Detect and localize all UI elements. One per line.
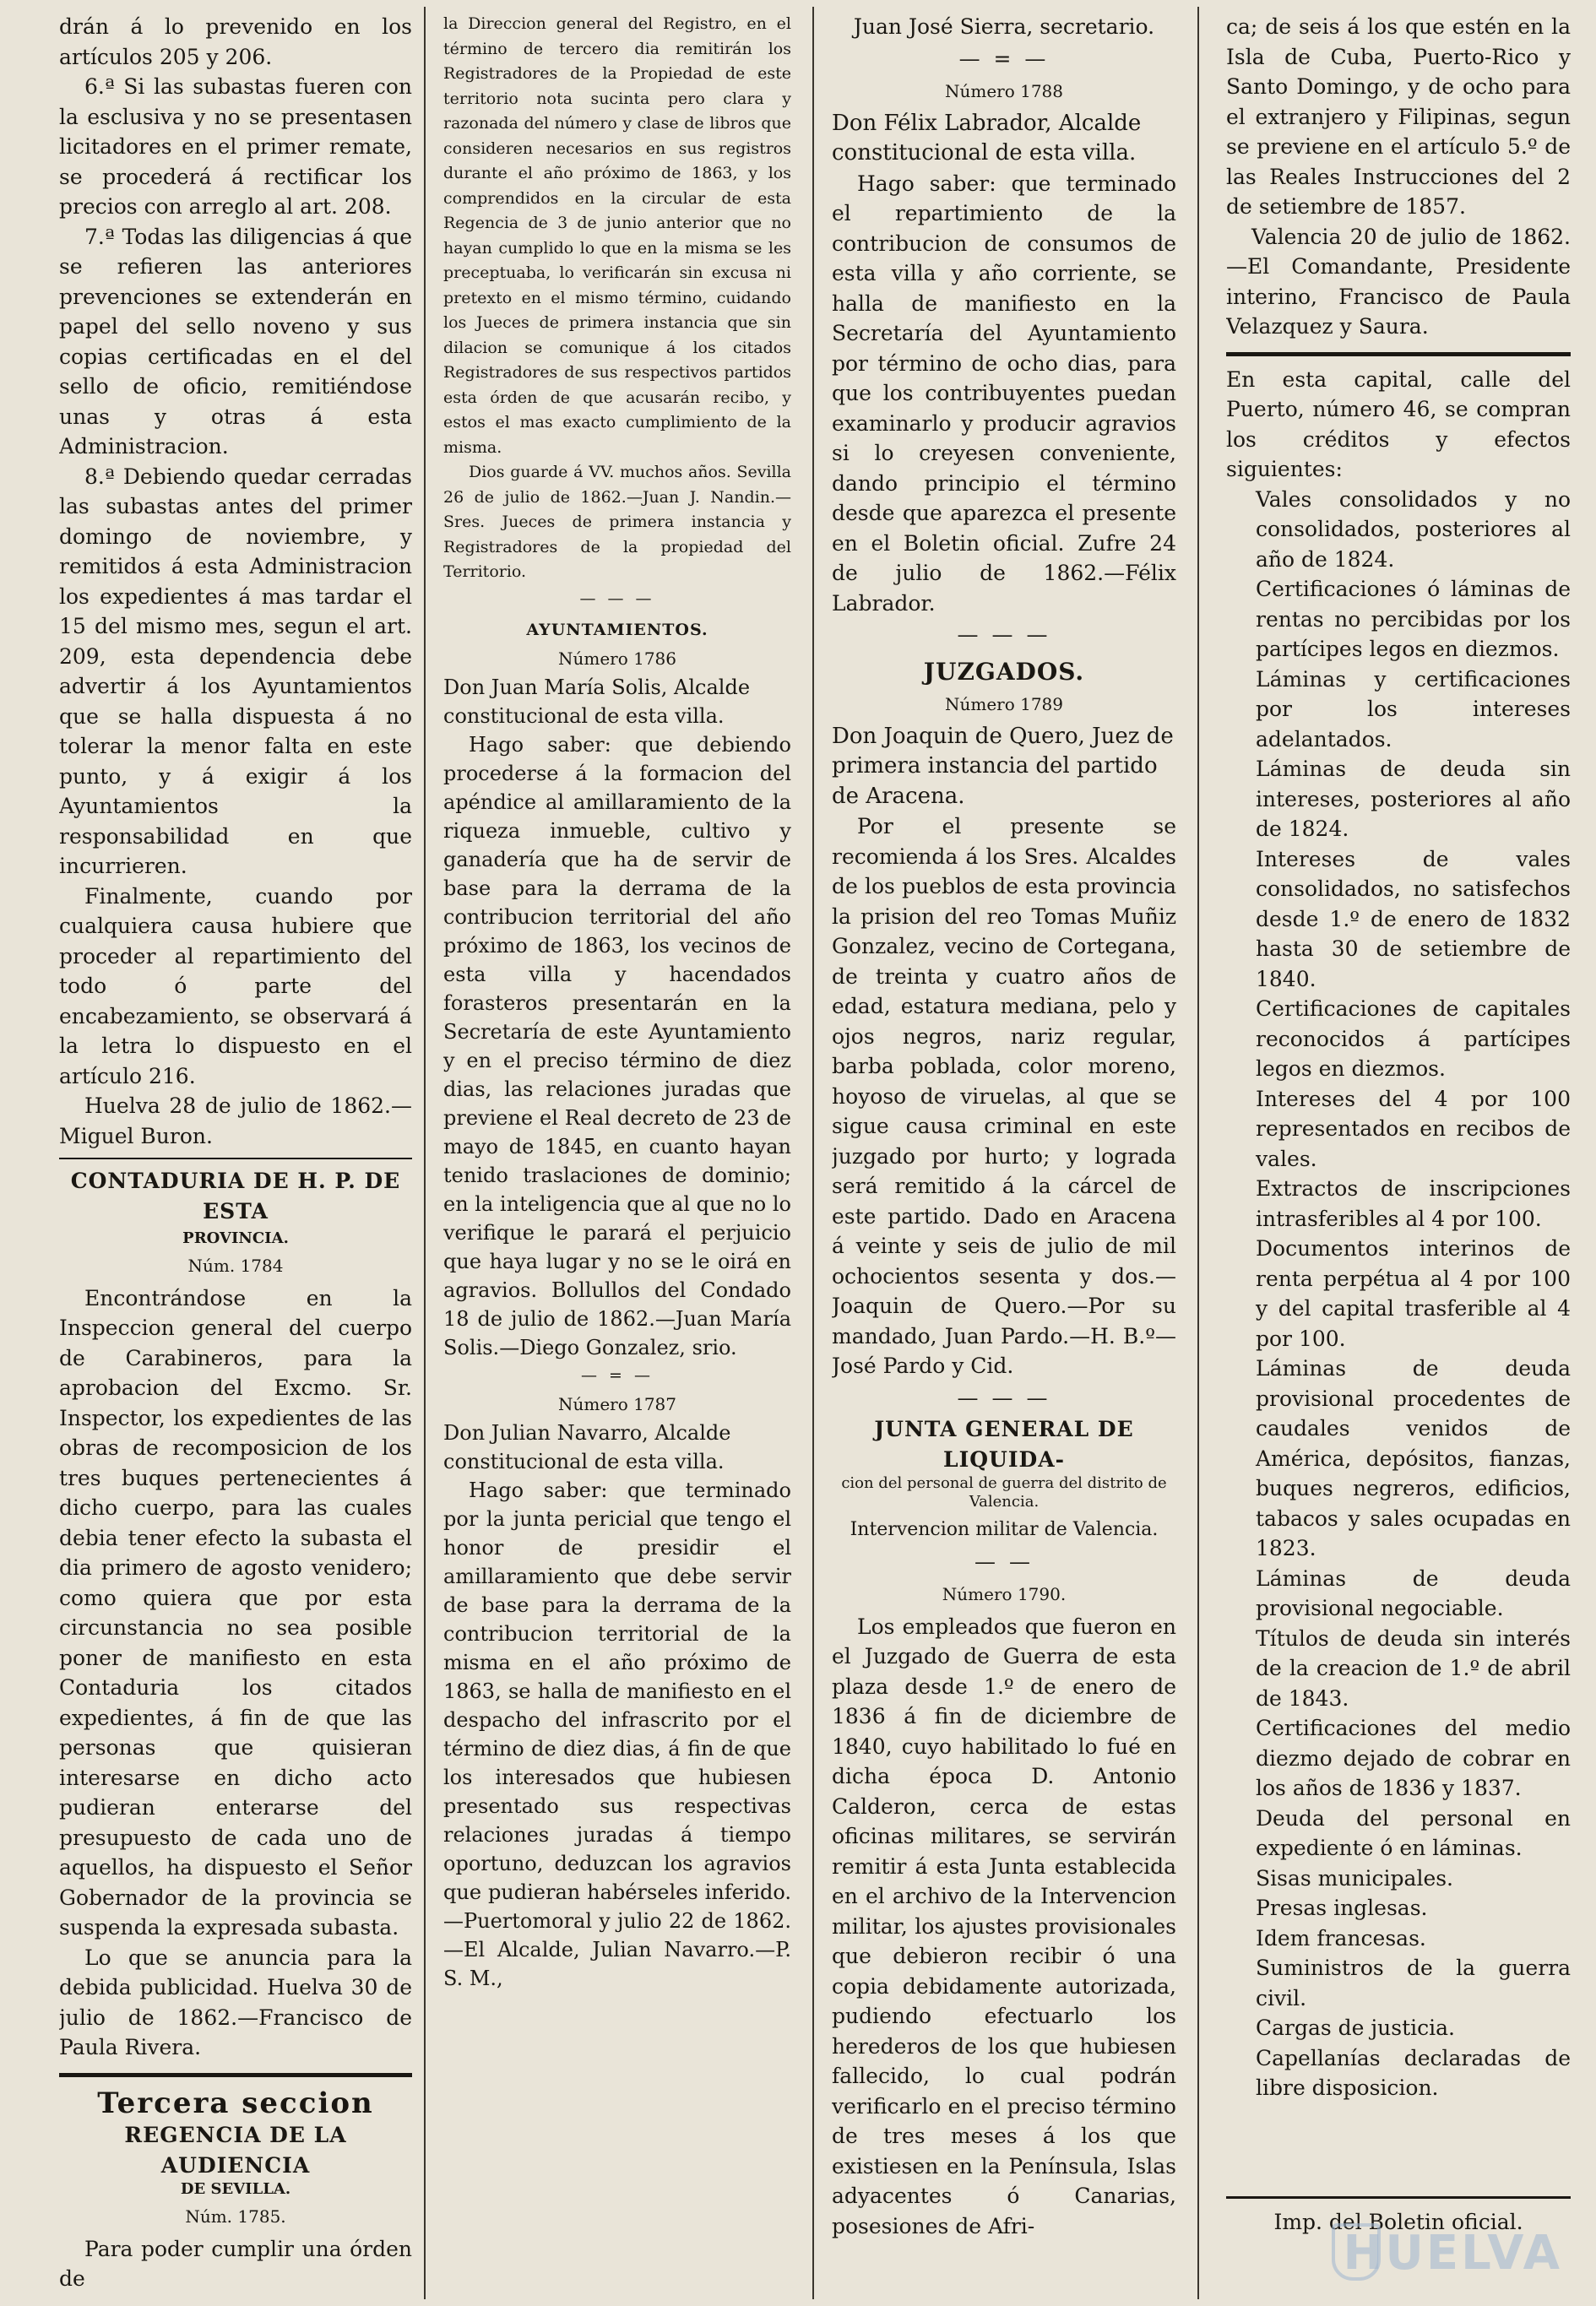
- notice-number: Número 1787: [557, 1393, 677, 1414]
- paragraph: Por el presente se recomienda á los Sres. Alcaldes de los pueblos de esta provincia la prision del reo Tomas Muñiz Gonzalez, vecino de Cortegana, de treinta y cuatro años de edad, estatura mediana, pelo y ojos negros, nariz regular, barba poblada, color moreno, hoyoso de viruelas, al que se sigue causa criminal en este juzgado por hurto; y lograda será remitido á la cárcel de este partido. Dado en Aracena á veinte y seis de julio de mil ochocientos sesenta y dos.—Joaquin de Quero.—Por su mandado, Juan Pardo.—H. B.º—José Pardo y Cid.: [832, 814, 1176, 1378]
- list-item: Vales consolidados y no consolidados, posteriores al año de 1824.: [1256, 486, 1571, 572]
- paragraph: Lo que se anuncia para la debida publicidad. Huelva 30 de julio de 1862.—Francisco de Paula Rivera.: [59, 1945, 412, 2059]
- signature-line: Juan José Sierra, secretario.: [853, 14, 1155, 39]
- column-rule: [424, 7, 426, 2299]
- printer-imprint: Imp. del Boletin oficial.: [1226, 2196, 1571, 2238]
- section-heading: AYUNTAMIENTOS.: [526, 621, 708, 639]
- paragraph: Finalmente, cuando por cualquiera causa hubiere que proceder al repartimiento del todo ó parte del encabezamiento, se observará á la letra lo dispuesto en el artículo 216.: [59, 883, 412, 1088]
- notice-heading: Don Joaquin de Quero, Juez de primera instancia del partido de Aracena.: [832, 723, 1174, 809]
- paragraph: Hago saber: que terminado el repartimiento de la contribucion de consumos de esta villa y año corriente, se halla de manifiesto en la Secretaría del Ayuntamiento por término de ocho dias, para que los contribuyentes puedan examinarlo y producir agravios si lo creyesen conveniente, dando principio el término desde que aparezca el presente en el Boletin oficial. Zufre 24 de julio de 1862.—Félix Labrador.: [832, 171, 1176, 616]
- list-item: Certificaciones del medio diezmo dejado de cobrar en los años de 1836 y 1837.: [1256, 1716, 1571, 1800]
- list-item: Presas inglesas.: [1256, 1896, 1428, 1920]
- list-item: Láminas de deuda sin intereses, posteriores al año de 1824.: [1256, 757, 1571, 841]
- column-rule: [812, 7, 814, 2299]
- list-item: Sisas municipales.: [1256, 1865, 1454, 1891]
- paragraph: Dios guarde á VV. muchos años. Sevilla 26 de julio de 1862.—Juan J. Nandin.—Sres. Jueces de primera instancia y Registradores de la propiedad del Territorio.: [443, 463, 791, 581]
- paragraph: Encontrándose en la Inspeccion general del cuerpo de Carabineros, para la aprobacion del Excmo. Sr. Inspector, los expedientes de las obras de recomposicion de los tres buques pertenecientes á dicho cuerpo, para las cuales debia tener efecto la subasta el dia primero de agosto venidero; como quiera que por esta circunstancia no sea posible poner de manifiesto en esta Contaduria los citados expedientes, á fin de que las personas que quisieran interesarse en dicho acto pudieran enterarse del presupuesto de cada uno de aquellos, ha dispuesto el Señor Gobernador de la provincia se suspenda la expresada subasta.: [59, 1285, 412, 1940]
- list-item: Láminas de deuda provisional negociable.: [1256, 1565, 1571, 1620]
- list-item: Certificaciones de capitales reconocidos á partícipes legos en diezmos.: [1256, 996, 1571, 1081]
- paragraph: Hago saber: que debiendo procederse á la formacion del apéndice al amillaramiento de la riqueza inmueble, cultivo y ganadería que ha de servir de base para la derrama de la contribucion territorial del año próximo de 1863, los vecinos de esta villa y hacendados forasteros presentarán en la Secretaría de este Ayuntamiento y en el preciso término de diez dias, las relaciones juradas que previene el Real decreto de 23 de mayo de 1845, en cuanto hayan tenido traslaciones de dominio; en la inteligencia que al que no lo verifique le parará el perjuicio que haya lugar y no se le oirá en agravios. Bollullos del Condado 18 de julio de 1862.—Juan María Solis.—Diego Gonzalez, srio.: [443, 733, 791, 1359]
- paragraph: 6.ª Si las subastas fueren con la esclusiva y no se presentasen licitadores en el primer remate, se procederá á rectificar los precios con arreglo al art. 208.: [59, 74, 412, 219]
- section-heading: REGENCIA DE LA AUDIENCIA: [124, 2123, 347, 2178]
- paragraph: Para poder cumplir una órden de: [59, 2236, 412, 2291]
- list-item: Intereses de vales consolidados, no satisfechos desde 1.º de enero de 1832 hasta 30 de setiembre de 1840.: [1256, 846, 1571, 991]
- notice-number: Núm. 1785.: [185, 2206, 286, 2227]
- paragraph: Los empleados que fueron en el Juzgado de Guerra de esta plaza desde 1.º de enero de 1836 á fin de diciembre de 1840, cuyo habilitado lo fué en dicha época D. Antonio Calderon, cerca de estas oficinas militares, se servirán remitir á esta Junta establecida en el archivo de la Intervencion militar, los ajustes provisionales que debieron recibir ó una copia debidamente autorizada, pudiendo efectuarlo los herederos de los que hubiesen fallecido, lo cual podrán verificarlo en el preciso término de tres meses á los que existiesen en la Península, Islas adyacentes ó Canarias, posesiones de Afri-: [832, 1614, 1176, 2238]
- notice-heading: Don Julian Navarro, Alcalde constitucional de esta villa.: [443, 1421, 731, 1473]
- notice-number: Número 1786: [557, 648, 677, 669]
- divider: [59, 1158, 412, 1159]
- column-2: [443, 12, 791, 2298]
- section-heading: JUNTA GENERAL DE LIQUIDA-: [874, 1417, 1134, 1472]
- list-item: Láminas y certificaciones por los intereses adelantados.: [1256, 666, 1571, 751]
- section-subheading: cion del personal de guerra del distrito de Valencia.: [841, 1474, 1167, 1511]
- list-item: Cargas de justicia.: [1256, 2016, 1455, 2040]
- separator: — — —: [957, 622, 1051, 647]
- list-item: Deuda del personal en expediente ó en láminas.: [1256, 1805, 1571, 1860]
- section-heading: JUZGADOS.: [923, 657, 1085, 686]
- paragraph: 8.ª Debiendo quedar cerradas las subastas antes del primer domingo de noviembre, y remitidos á esta Administracion los expedientes á mas tardar el 15 del mismo mes, segun el art. 209, esta dependencia debe advertir á los Ayuntamientos que se halla dispuesta á no tolerar la menor falta en este punto, y á exigir á los Ayuntamientos la responsabilidad en que incurrieren.: [59, 464, 412, 878]
- separator: — — —: [579, 589, 655, 608]
- column-4: [1226, 12, 1571, 2298]
- notice-heading: Don Félix Labrador, Alcalde constitucional de esta villa.: [832, 110, 1142, 165]
- notice-heading: Don Juan María Solis, Alcalde constitucional de esta villa.: [443, 676, 751, 728]
- divider: [59, 2073, 412, 2077]
- section-title: Tercera seccion: [97, 2086, 374, 2120]
- section-subheading: Intervencion militar de Valencia.: [850, 1519, 1159, 1540]
- section-subheading: PROVINCIA.: [182, 1229, 289, 1247]
- notice-number: Número 1788: [944, 81, 1064, 101]
- watermark: HUELVA: [1343, 2226, 1562, 2281]
- notice-number: Número 1789: [944, 694, 1064, 714]
- signature-line: Huelva 28 de julio de 1862.—Miguel Buron.: [59, 1093, 412, 1148]
- advert-list: [1226, 485, 1571, 2103]
- notice-number: Número 1790.: [942, 1584, 1067, 1604]
- list-item: Suministros de la guerra civil.: [1256, 1956, 1571, 2010]
- list-item: Títulos de deuda sin interés de la creacion de 1.º de abril de 1843.: [1256, 1625, 1571, 1711]
- signature-line: Valencia 20 de julio de 1862.—El Comandante, Presidente interino, Francisco de Paula Velazquez y Saura.: [1226, 224, 1571, 339]
- separator: — — —: [957, 1385, 1051, 1410]
- divider: [1226, 352, 1571, 356]
- column-1: [59, 12, 412, 2298]
- list-item: Certificaciones ó láminas de rentas no percibidas por los partícipes legos en diezmos.: [1256, 577, 1571, 661]
- list-item: Láminas de deuda provisional procedentes de caudales venidos de América, depósitos, fianzas, buques negreros, edificios, tabacos y sales ocupadas en 1823.: [1256, 1356, 1571, 1560]
- list-item: Intereses del 4 por 100 representados en recibos de vales.: [1256, 1086, 1571, 1171]
- paragraph: Hago saber: que terminado por la junta pericial que tengo el honor de presidir el amillaramiento que debe servir de base para la derrama de la contribucion territorial de la misma en el año próximo de 1863, se halla de manifiesto en el despacho del infrascrito por el término de diez dias, á fin de que los interesados que hubiesen presentado sus respectivas relaciones juradas á tiempo oportuno, deduzcan los agravios que pudieran habérseles inferido.—Puertomoral y julio 22 de 1862.—El Alcalde, Julian Navarro.—P. S. M.,: [443, 1479, 791, 1990]
- separator: — = —: [581, 1366, 654, 1385]
- notice-number: Núm. 1784: [187, 1256, 284, 1276]
- paragraph: drán á lo prevenido en los artículos 205 y 206.: [59, 14, 412, 69]
- paragraph: ca; de seis á los que estén en la Isla de Cuba, Puerto-Rico y Santo Domingo, y de ocho para el extranjero y Filipinas, segun se previene en el artículo 5.º de las Reales Instrucciones del 2 de setiembre de 1857.: [1226, 14, 1571, 219]
- paragraph: la Direccion general del Registro, en el término de tercero dia remitirán los Registradores de la Propiedad de este territorio nota sucinta pero clara y razonada del número y clase de libros que consideren necesarios en sus registros durante el año próximo de 1863, y los comprendidos en la circular de esta Regencia de 3 de junio anterior que no hayan cumplido lo que en la misma se les preceptuaba, lo verificarán sin excusa ni pretexto en el mismo término, cuidando los Jueces de primera instancia que sin dilacion se comunique á los citados Registradores de sus respectivos partidos esta órden de que acusarán recibo, y estos el mas exacto cumplimiento de la misma.: [443, 14, 791, 457]
- list-item: Documentos interinos de renta perpétua al 4 por 100 y del capital trasferible al 4 por 100.: [1256, 1236, 1571, 1351]
- column-3: [832, 12, 1176, 2298]
- section-heading: CONTADURIA DE H. P. DE ESTA: [70, 1169, 401, 1224]
- separator: — = —: [958, 46, 1050, 71]
- column-rule: [1197, 7, 1199, 2299]
- list-item: Capellanías declaradas de libre disposicion.: [1256, 2045, 1571, 2100]
- advert-intro: En esta capital, calle del Puerto, número 46, se compran los créditos y efectos siguientes:: [1226, 366, 1571, 481]
- list-item: Extractos de inscripciones intrasferibles al 4 por 100.: [1256, 1176, 1571, 1231]
- separator: — —: [974, 1549, 1034, 1574]
- paragraph: 7.ª Todas las diligencias á que se refieren las anteriores prevenciones se extenderán en papel del sello noveno y sus copias certificadas en el del sello de oficio, remitiéndose unas y otras á esta Administracion.: [59, 224, 412, 458]
- section-subheading: DE SEVILLA.: [180, 2180, 291, 2198]
- list-item: Idem francesas.: [1256, 1925, 1426, 1951]
